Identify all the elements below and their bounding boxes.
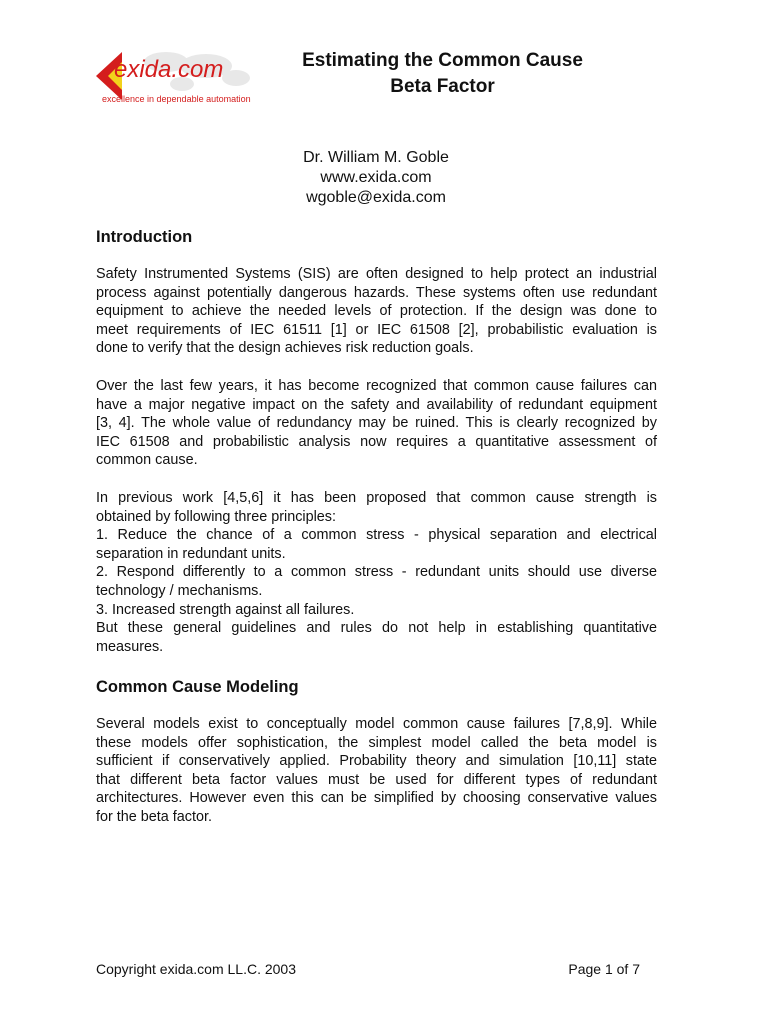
paragraph-line: technology / mechanisms. (96, 582, 263, 599)
paragraph-line: for the beta factor. (96, 808, 212, 825)
paragraph-line: meet requirements of IEC 61511 [1] or IEC 61508 [2], probabilistic evaluation is (96, 321, 657, 338)
paragraph-line: done to verify that the design achieves risk reduction goals. (96, 340, 474, 357)
modeling-paragraph-1 (96, 715, 657, 827)
paragraph-line: these models offer sophistication, the simplest model called the beta model is (96, 734, 657, 751)
paragraph-line: architectures. However even this can be simplified by choosing conservative values (96, 790, 657, 807)
paragraph-line: equipment to achieve the needed levels of protection. If the design was done to (96, 303, 657, 320)
paragraph-line: Over the last few years, it has become recognized that common cause failures can (96, 378, 657, 394)
company-logo (96, 42, 266, 108)
paragraph-line: have a major negative impact on the safety and availability of redundant equipment (96, 396, 657, 413)
intro-paragraph-2 (96, 377, 657, 470)
logo-tagline: excellence in dependable automation (102, 94, 251, 104)
paragraph-line: measures. (96, 638, 164, 655)
paragraph-line: process against potentially dangerous hazards. These systems often use redundant (96, 284, 657, 301)
paragraph-line: common cause. (96, 452, 198, 469)
intro-paragraph-3 (96, 489, 657, 656)
paragraph-line: [3, 4]. The whole value of redundancy may be ruined. This is clearly recognized by (96, 415, 657, 432)
paragraph-line: Safety Instrumented Systems (SIS) are often designed to help protect an industrial (96, 266, 657, 282)
paragraph-line: sufficient if conservatively applied. Probability theory and simulation [10,11] state (96, 753, 657, 770)
title-line-2: Beta Factor (390, 76, 495, 97)
paragraph-line: But these general guidelines and rules do not help in establishing quantitative (96, 620, 657, 637)
paragraph-line: obtained by following three principles: (96, 508, 336, 525)
paragraph-line: Several models exist to conceptually model common cause failures [7,8,9]. While (96, 716, 657, 732)
paragraph-line: In previous work [4,5,6] it has been proposed that common cause strength is (96, 490, 657, 506)
paragraph-line: 1. Reduce the chance of a common stress - physical separation and electrical (96, 527, 657, 544)
author-block (96, 148, 656, 208)
paragraph-line: 3. Increased strength against all failures. (96, 601, 355, 618)
logo-brand-text: exida.com (114, 56, 224, 83)
paragraph-line: 2. Respond differently to a common stress - redundant units should use diverse (96, 564, 657, 581)
author-website: www.exida.com (320, 169, 432, 186)
paragraph-line: separation in redundant units. (96, 545, 286, 562)
paragraph-line: that different beta factor values must be used for different types of redundant (96, 771, 657, 788)
author-name: Dr. William M. Goble (303, 149, 449, 166)
section-heading-modeling: Common Cause Modeling (96, 678, 299, 696)
document-title (270, 48, 615, 100)
intro-paragraph-1 (96, 265, 657, 358)
author-email: wgoble@exida.com (306, 189, 446, 206)
footer-copyright: Copyright exida.com LL.C. 2003 (96, 961, 296, 977)
footer-page-number: Page 1 of 7 (568, 961, 640, 977)
paragraph-line: IEC 61508 and probabilistic analysis now requires a quantitative assessment of (96, 433, 657, 450)
title-line-1: Estimating the Common Cause (302, 50, 583, 71)
section-heading-introduction: Introduction (96, 228, 193, 246)
